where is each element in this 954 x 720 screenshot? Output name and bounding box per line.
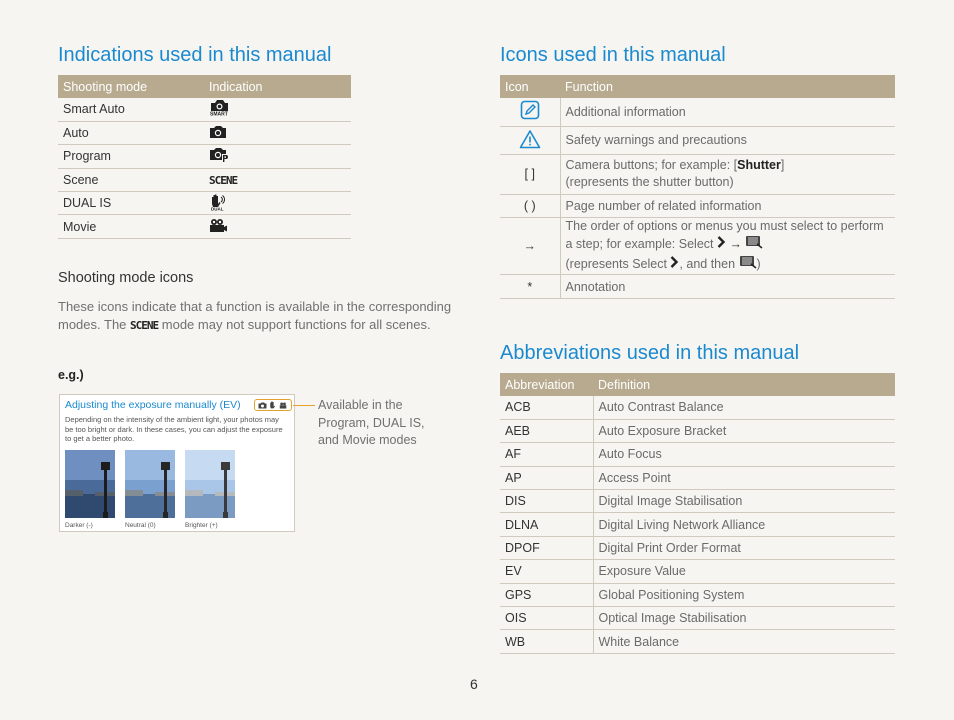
callout-text: Available in the Program, DUAL IS, and Movie modes	[318, 398, 425, 447]
movie-camera-icon	[279, 402, 288, 409]
table-row: DIS Digital Image Stabilisation	[500, 490, 895, 513]
table-row	[500, 194, 895, 217]
table-row: ACB Auto Contrast Balance	[500, 396, 895, 419]
header-definition: Definition	[593, 373, 895, 396]
mode-icons-highlight	[254, 399, 292, 411]
table-row: AP Access Point	[500, 466, 895, 489]
mode-name: Program	[58, 145, 204, 168]
function-text: Additional information	[560, 98, 895, 126]
icons-title: Icons used in this manual	[500, 44, 726, 66]
example-box-text: Depending on the intensity of the ambient light, your photos may be too bright or dark. In these cases, you can adjust the exposure to get a better photo.	[65, 415, 283, 443]
smart-auto-camera-icon	[209, 99, 231, 119]
mode-name: Smart Auto	[58, 98, 204, 121]
abbreviations-title: Abbreviations used in this manual	[500, 342, 800, 364]
example-box	[59, 394, 295, 532]
caption-darker: Darker (-)	[65, 522, 93, 529]
table-row: DLNA Digital Living Network Alliance	[500, 513, 895, 536]
function-text: Safety warnings and precautions	[560, 126, 895, 154]
table-row: DPOF Digital Print Order Format	[500, 536, 895, 559]
function-text: Annotation	[560, 275, 895, 298]
menu-grid-icon	[745, 235, 763, 255]
program-camera-icon	[209, 147, 229, 165]
arrow-symbol: →	[500, 217, 560, 275]
table-row: GPS Global Positioning System	[500, 583, 895, 606]
page-number: 6	[470, 676, 478, 692]
header-indication: Indication	[204, 75, 351, 98]
table-row: AF Auto Focus	[500, 443, 895, 466]
dual-is-hand-icon	[269, 401, 276, 409]
caption-neutral: Neutral (0)	[125, 522, 156, 529]
camera-icon	[209, 125, 227, 142]
mode-name: Auto	[58, 121, 204, 144]
table-row	[58, 168, 351, 191]
table-row	[58, 192, 351, 215]
smart-label: SMART	[210, 111, 228, 117]
movie-camera-icon	[209, 218, 227, 236]
table-row	[58, 215, 351, 238]
indications-title: Indications used in this manual	[58, 44, 332, 66]
table-row	[500, 126, 895, 154]
header-shooting-mode: Shooting mode	[58, 75, 204, 98]
table-row	[500, 275, 895, 298]
function-text: The order of options or menus you must select to perform a step; for example: Select → (represents Select , and then )	[560, 217, 895, 275]
callout-line	[293, 405, 315, 406]
table-row: WB White Balance	[500, 630, 895, 653]
icons-table	[500, 75, 895, 299]
table-row	[500, 217, 895, 275]
chevron-right-icon	[717, 236, 726, 254]
brackets-symbol: [ ]	[500, 154, 560, 194]
table-row: OIS Optical Image Stabilisation	[500, 607, 895, 630]
dual-label: DUAL	[211, 206, 224, 211]
header-function: Function	[560, 75, 895, 98]
header-icon: Icon	[500, 75, 560, 98]
table-row	[500, 154, 895, 194]
table-row	[58, 145, 351, 168]
photo-neutral	[125, 450, 175, 518]
table-row	[500, 98, 895, 126]
shooting-mode-icons-heading: Shooting mode icons	[58, 270, 194, 286]
mode-name: DUAL IS	[58, 192, 204, 215]
dual-is-hand-icon	[209, 193, 229, 214]
mode-name: Movie	[58, 215, 204, 238]
example-label: e.g.)	[58, 368, 84, 382]
header-abbreviation: Abbreviation	[500, 373, 593, 396]
scene-icon: SCENE	[130, 318, 159, 332]
program-camera-icon	[258, 402, 267, 409]
shooting-mode-icons-paragraph: These icons indicate that a function is available in the corresponding modes. The SCENE mode may not support functions for all scenes.	[58, 299, 452, 332]
function-text: Camera buttons; for example: [Shutter] (represents the shutter button)	[560, 154, 895, 194]
function-text: Page number of related information	[560, 194, 895, 217]
table-row	[58, 121, 351, 144]
photo-darker	[65, 450, 115, 518]
parentheses-symbol: ( )	[500, 194, 560, 217]
example-box-title: Adjusting the exposure manually (EV)	[65, 399, 241, 411]
warning-triangle-icon	[519, 129, 541, 152]
indications-table	[58, 75, 351, 239]
caption-brighter: Brighter (+)	[185, 522, 218, 529]
menu-grid-icon	[739, 255, 757, 275]
mode-name: Scene	[58, 168, 204, 191]
photo-brighter	[185, 450, 235, 518]
note-pencil-icon	[520, 100, 540, 123]
table-row: AEB Auto Exposure Bracket	[500, 419, 895, 442]
asterisk-symbol: *	[500, 275, 560, 298]
scene-icon: SCENE	[209, 173, 238, 187]
table-row	[58, 98, 351, 121]
abbreviations-table	[500, 373, 895, 654]
table-row: EV Exposure Value	[500, 560, 895, 583]
